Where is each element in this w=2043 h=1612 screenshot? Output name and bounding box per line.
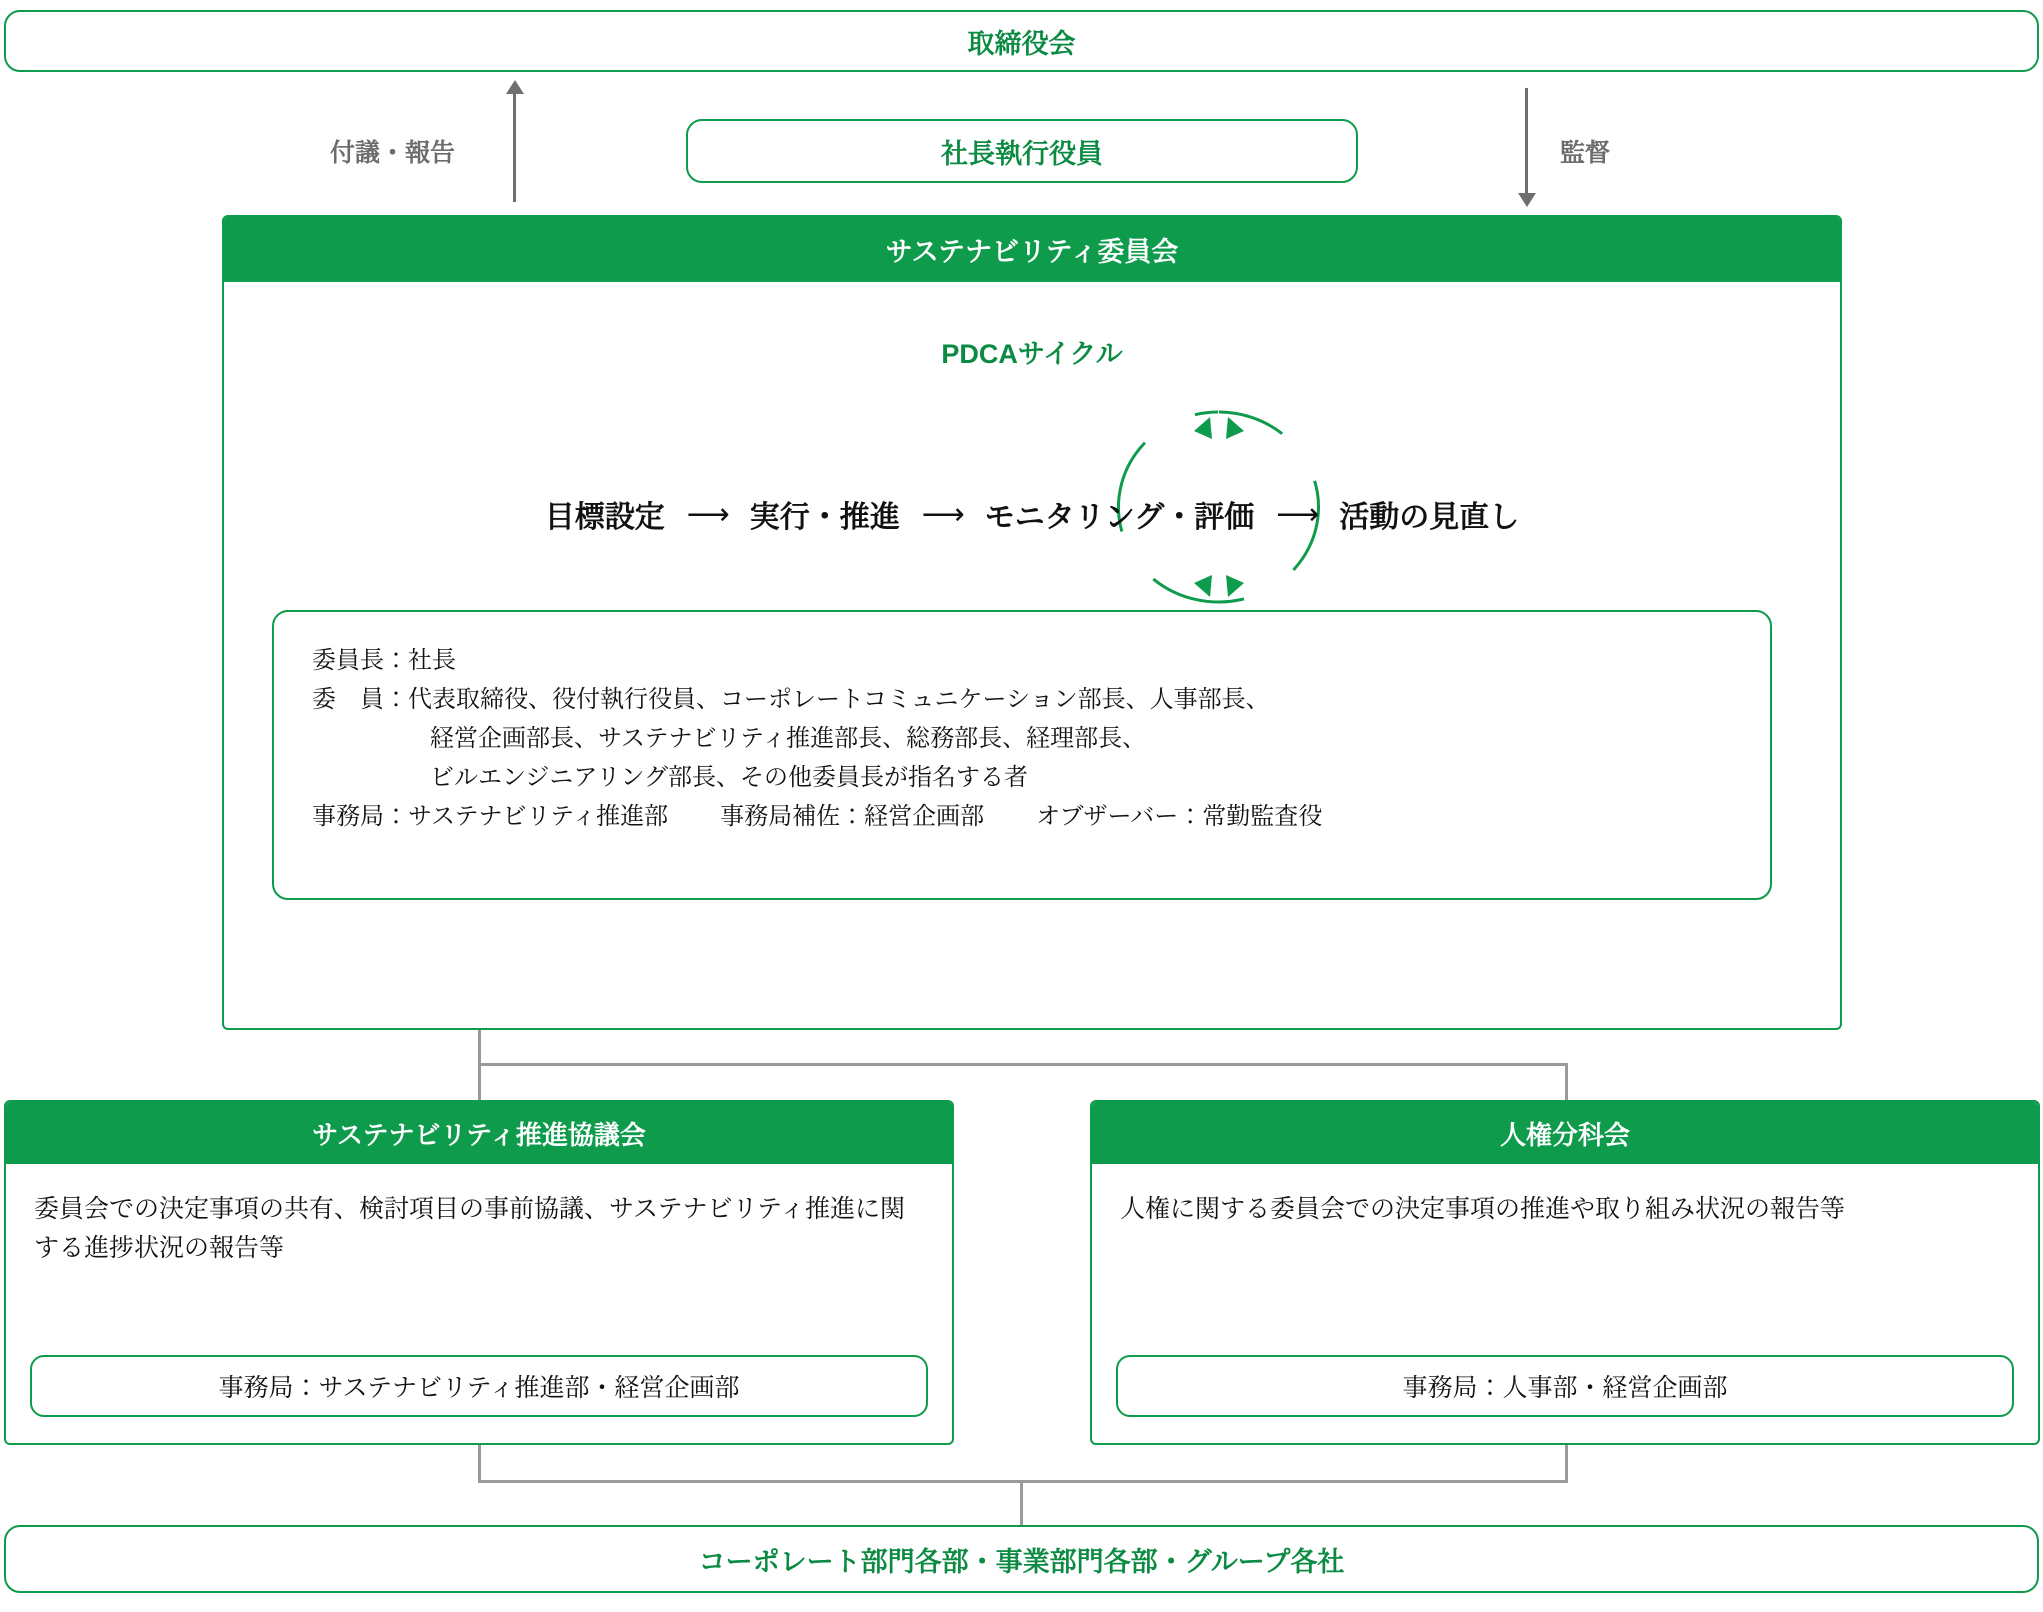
president-executive-officer-box [686, 119, 1358, 183]
president-label: 社長執行役員 [941, 138, 1103, 169]
pdca-step-1: 目標設定 [544, 501, 665, 534]
committee-members-box [272, 610, 1772, 900]
committee-members-line-2: 経営企画部長、サステナビリティ推進部長、総務部長、経理部長、 [430, 724, 1147, 752]
committee-members-line-1: 委 員：代表取締役、役付執行役員、コーポレートコミュニケーション部長、人事部長、 [312, 685, 1270, 713]
committee-members-line-2-wrapper [312, 720, 1732, 759]
departments-and-group-companies-box [4, 1525, 2039, 1593]
pdca-step-3: モニタリング・評価 [984, 501, 1255, 534]
committee-office: 事務局：サステナビリティ推進部 [312, 802, 669, 830]
pdca-step-2: 実行・推進 [749, 501, 900, 534]
supervise-annotation: 監督 [1560, 139, 1611, 167]
board-of-directors-box [4, 10, 2039, 72]
board-label: 取締役会 [967, 28, 1076, 59]
human-rights-office: 事務局：人事部・経営企画部 [1116, 1355, 2014, 1417]
council-body: 委員会での決定事項の共有、検討項目の事前協議、サステナビリティ推進に関する進捗状況の報告等 [34, 1195, 906, 1262]
connector-down-to-council [478, 1063, 481, 1103]
bottom-label: コーポレート部門各部・事業部門各部・グループ各社 [698, 1546, 1345, 1577]
committee-chair-line: 委員長：社長 [312, 647, 456, 674]
sustainability-council-panel [4, 1100, 954, 1445]
pdca-arrow-3: ⟶ [1276, 497, 1318, 531]
human-rights-body: 人権に関する委員会での決定事項の推進や取り組み状況の報告等 [1120, 1195, 1846, 1223]
human-rights-title: 人権分科会 [1092, 1102, 2038, 1164]
pdca-cycle-title: PDCAサイクル [941, 339, 1123, 369]
connector-human-to-bottom [1565, 1443, 1568, 1483]
report-arrow-line [513, 92, 516, 202]
connector-council-to-bottom [478, 1443, 481, 1483]
pdca-arrow-1: ⟶ [686, 497, 728, 531]
committee-title: サステナビリティ委員会 [224, 217, 1840, 282]
pdca-arrow-2: ⟶ [921, 497, 963, 531]
committee-office-line [312, 798, 1732, 837]
connector-horizontal-top [478, 1063, 1568, 1066]
connector-down-to-human [1565, 1063, 1568, 1103]
supervise-arrow-line [1525, 88, 1528, 198]
connector-down-from-committee [478, 1030, 481, 1066]
council-title: サステナビリティ推進協議会 [6, 1102, 952, 1164]
council-office: 事務局：サステナビリティ推進部・経営企画部 [30, 1355, 928, 1417]
committee-members-line-3: ビルエンジニアリング部長、その他委員長が指名する者 [430, 763, 1028, 791]
committee-observer: オブザーバー：常勤監査役 [1036, 802, 1323, 830]
supervise-arrow-head [1518, 193, 1536, 207]
committee-members-line-3-wrapper [312, 759, 1732, 798]
human-rights-subcommittee-panel [1090, 1100, 2040, 1445]
connector-horizontal-bottom [478, 1480, 1568, 1483]
report-annotation: 付議・報告 [330, 139, 456, 167]
connector-down-to-bottom-bar [1020, 1480, 1023, 1525]
pdca-step-4: 活動の見直し [1339, 501, 1520, 534]
report-arrow-head [506, 80, 524, 94]
pdca-steps-row [224, 492, 1840, 536]
committee-office-assistant: 事務局補佐：経営企画部 [720, 802, 985, 830]
sustainability-committee-panel [222, 215, 1842, 1030]
